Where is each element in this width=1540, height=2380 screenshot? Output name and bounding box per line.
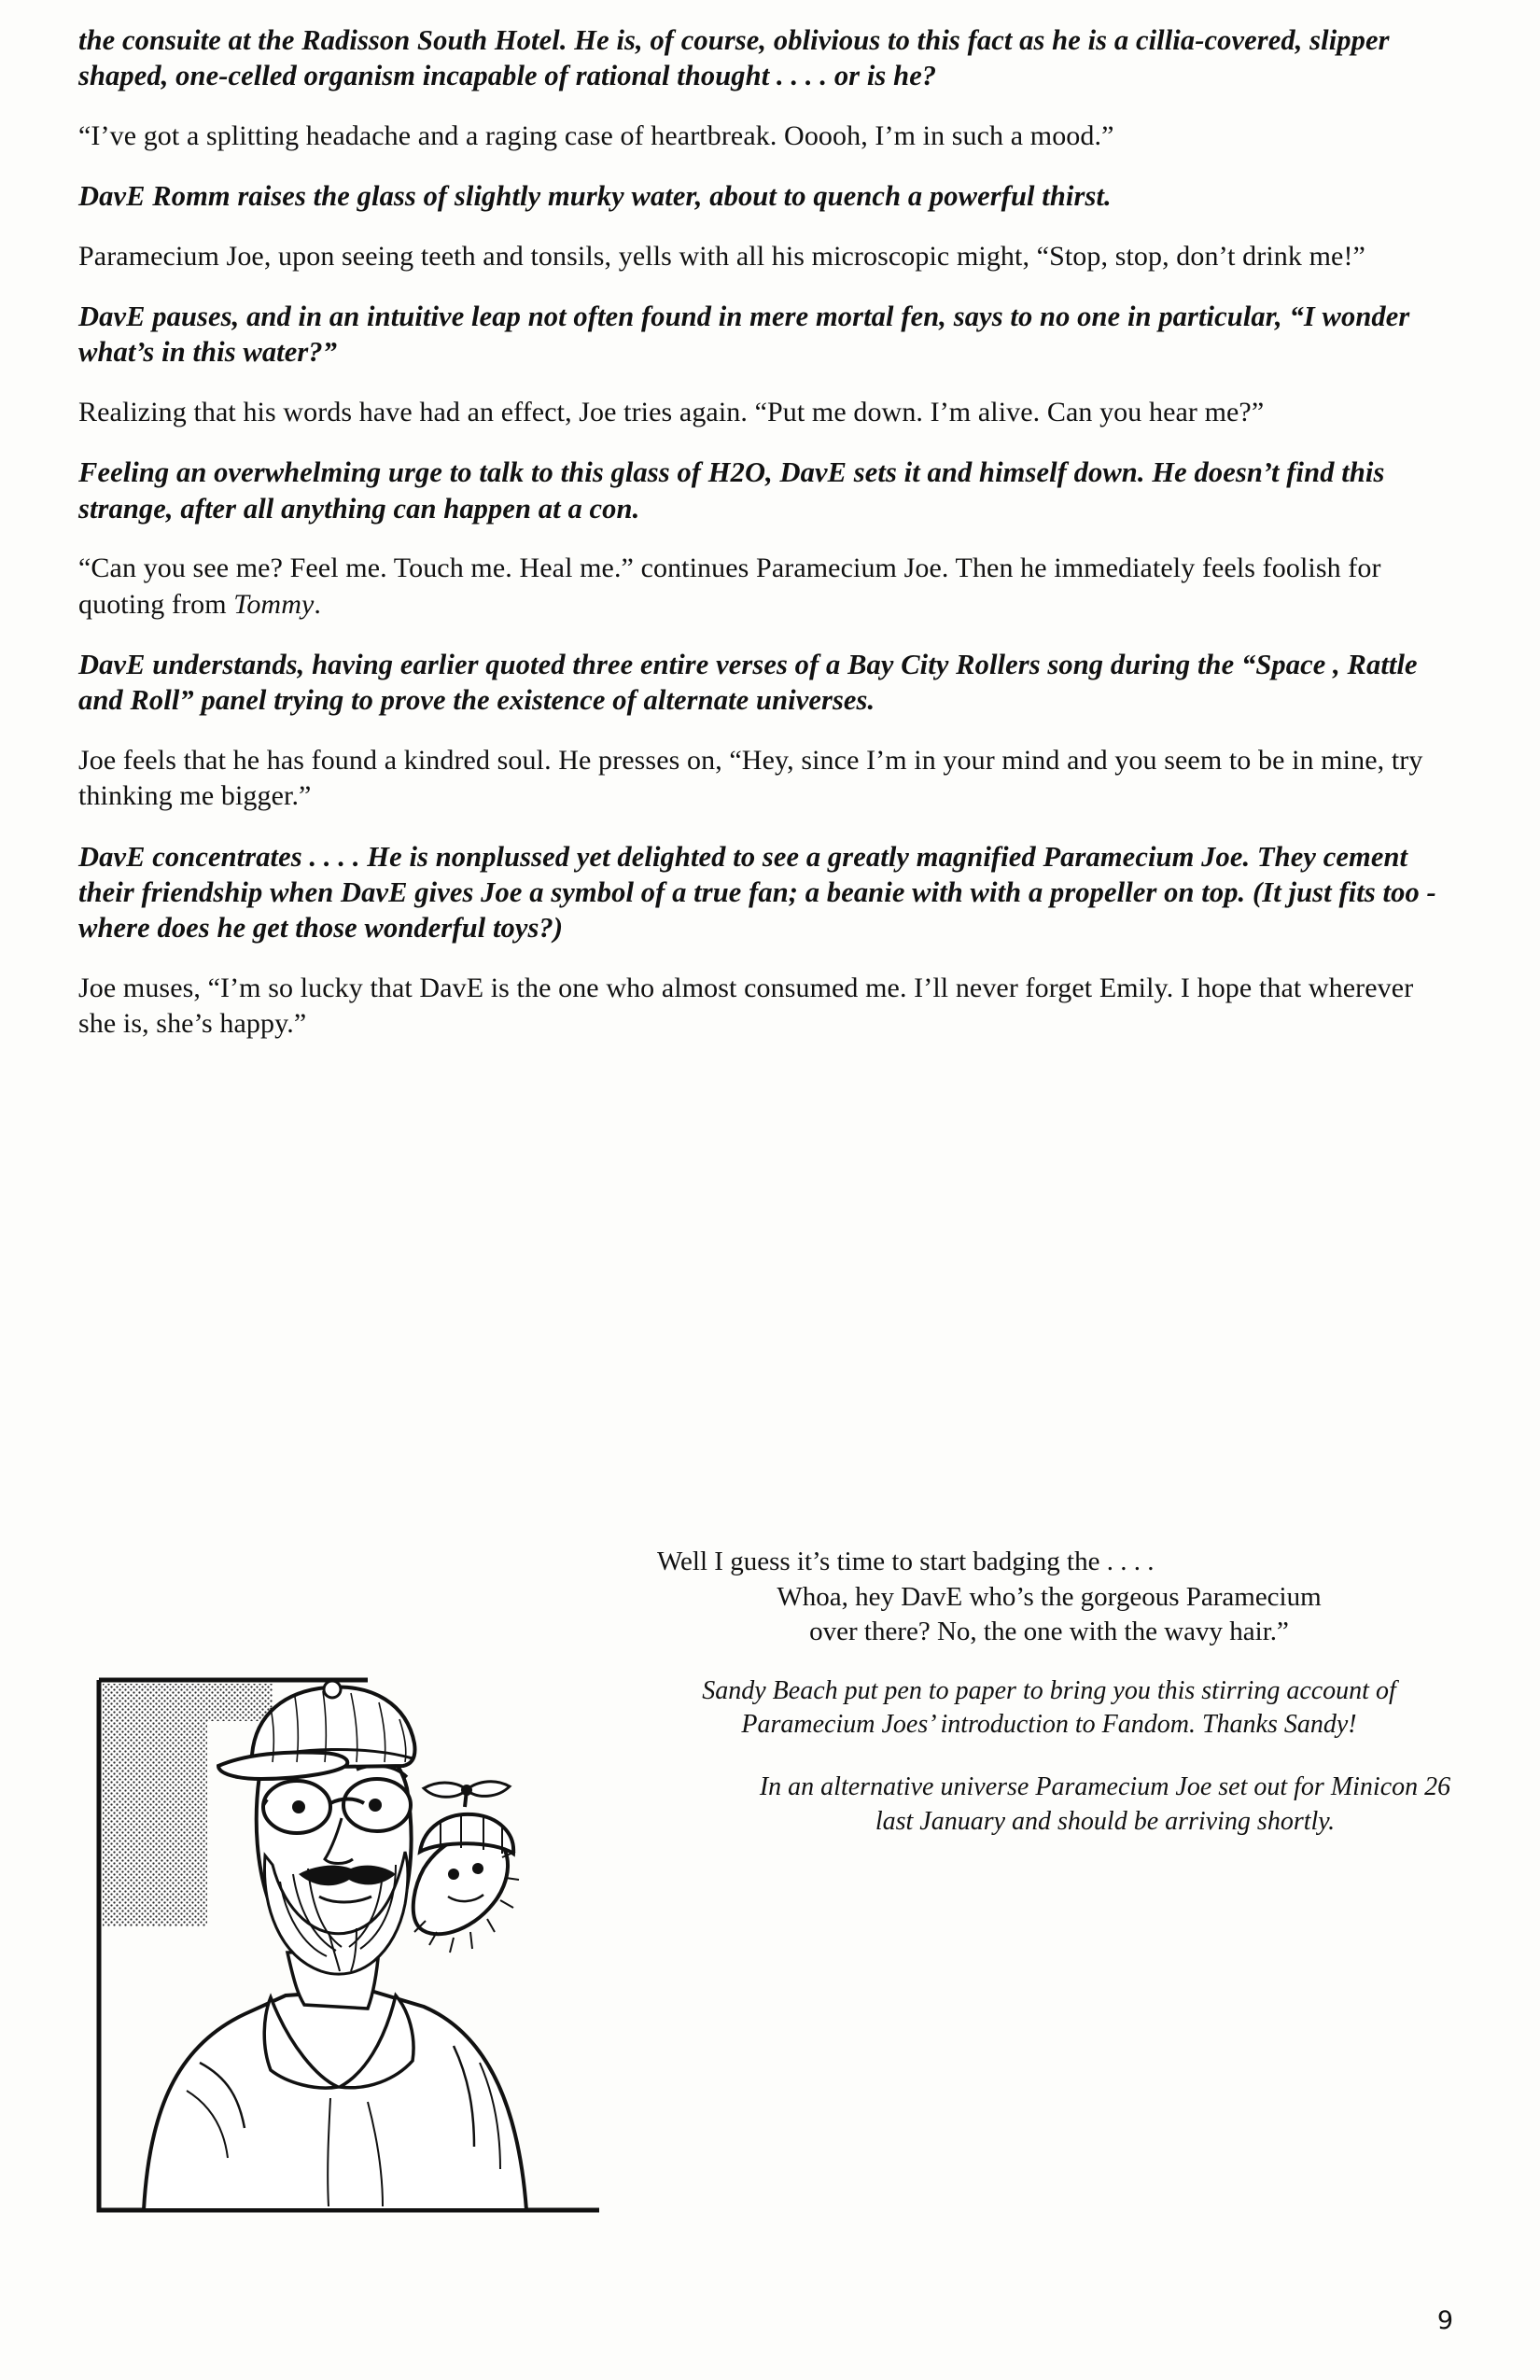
- paragraph-dialogue-2: Paramecium Joe, upon seeing teeth and tonsils, yells with all his microscopic might, “Stop, stop, don’t drink me!”: [78, 240, 1365, 272]
- paragraph-dialogue-4-text-after: .: [314, 588, 321, 620]
- page-number: 9: [1436, 2306, 1454, 2335]
- paragraph-dialogue-6: Joe muses, “I’m so lucky that DavE is the one who almost consumed me. I’ll never forget Emily. I hope that wherever she is, she’s happy.”: [78, 972, 1414, 1040]
- paragraph-narration-4: Feeling an overwhelming urge to talk to this glass of H2O, DavE sets it and himself down. He doesn’t find this strange, after all anything can happen at a con.: [78, 456, 1385, 525]
- song-title-tommy: Tommy: [233, 588, 315, 620]
- paragraph-narration-1: the consuite at the Radisson South Hotel. He is, of course, oblivious to this fact as he is a cillia-covered, slipper shaped, one-celled organism incapable of rational thought . . . . or is he?: [78, 24, 1390, 92]
- closing-dialogue-line-1: Well I guess it’s time to start badging the . . . .: [657, 1547, 1155, 1576]
- sidenotes-column: [638, 1545, 1460, 1860]
- paragraph-narration-2: DavE Romm raises the glass of slightly murky water, about to quench a powerful thirst.: [78, 180, 1112, 213]
- paragraph-dialogue-5: Joe feels that he has found a kindred soul. He presses on, “Hey, since I’m in your mind and you seem to be in mine, try thinking me bigger.”: [78, 744, 1423, 812]
- paragraph-dialogue-3: Realizing that his words have had an effect, Joe tries again. “Put me down. I’m alive. Can you hear me?”: [78, 396, 1265, 427]
- paragraph-narration-6: DavE concentrates . . . . He is nonplussed yet delighted to see a greatly magnified Paramecium Joe. They cement their friendship when DavE gives Joe a symbol of a true fan; a beanie with with a propeller on top. (It just fits too - where does he get those wonderful toys?): [78, 840, 1436, 945]
- artist-credit-note: Sandy Beach put pen to paper to bring you this stirring account of Paramecium Joes’ introduction to Fandom. Thanks Sandy!: [702, 1676, 1396, 1740]
- paragraph-dialogue-4: [78, 551, 1450, 623]
- illustration-drawing: [88, 1624, 610, 2221]
- paragraph-dialogue-4-text-before: “Can you see me? Feel me. Touch me. Heal me.” continues Paramecium Joe. Then he immediately feels foolish for quoting from: [78, 553, 1381, 620]
- illustration-and-sidenotes: [78, 1545, 1460, 2254]
- article-body: [78, 22, 1450, 1067]
- closing-dialogue: [638, 1545, 1460, 1650]
- alternate-universe-note: In an alternative universe Paramecium Joe set out for Minicon 26 last January and should be arriving shortly.: [759, 1771, 1451, 1836]
- closing-dialogue-line-3: over there? No, the one with the wavy hair.”: [809, 1617, 1289, 1647]
- paragraph-narration-5: DavE understands, having earlier quoted three entire verses of a Bay City Rollers song during the “Space , Rattle and Roll” panel trying to prove the existence of alternate universes.: [78, 648, 1418, 717]
- paragraph-narration-3: DavE pauses, and in an intuitive leap not often found in mere mortal fen, says to no one in particular, “I wonder what’s in this water?”: [78, 301, 1410, 369]
- paragraph-dialogue-1: “I’ve got a splitting headache and a raging case of heartbreak. Ooooh, I’m in such a mood.”: [78, 119, 1114, 151]
- closing-dialogue-line-2: Whoa, hey DavE who’s the gorgeous Paramecium: [777, 1581, 1322, 1612]
